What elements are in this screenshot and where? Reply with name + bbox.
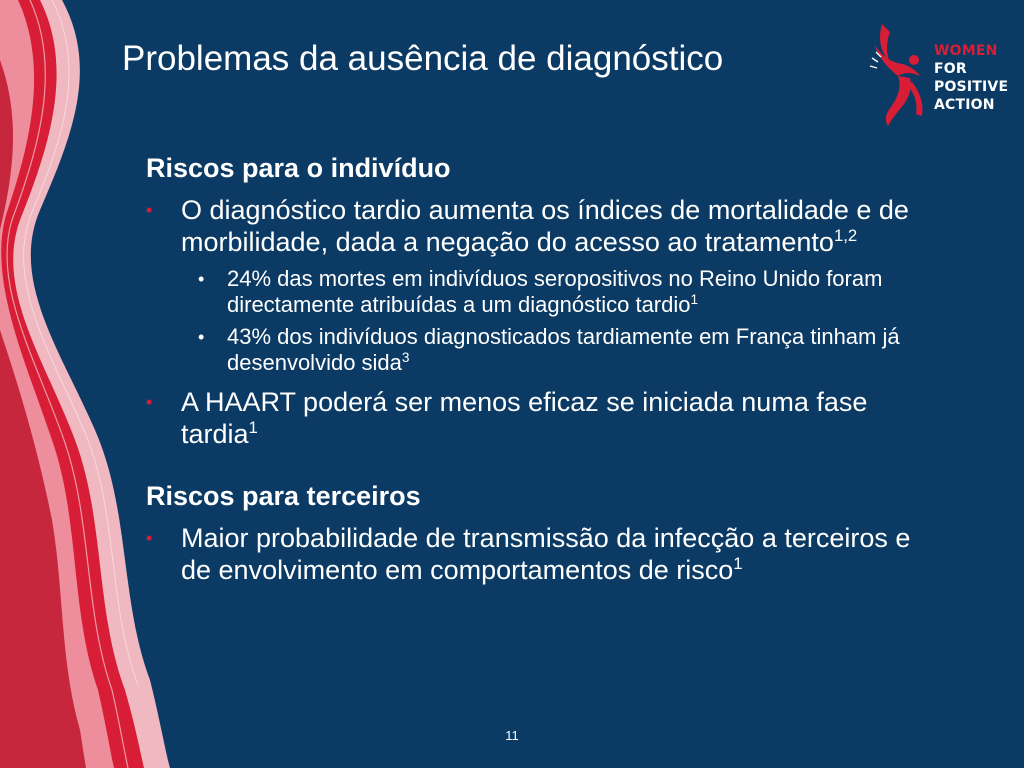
- footnote-ref: 1,2: [833, 225, 858, 245]
- bullet-glyph: •: [198, 269, 205, 289]
- section-heading-individual: Riscos para o indivíduo: [146, 153, 451, 183]
- bullet-glyph: •: [146, 528, 153, 548]
- bullet-glyph: •: [146, 392, 153, 412]
- figure-icon: [868, 18, 934, 130]
- decorative-ribbon: [0, 0, 170, 768]
- sub-bullet-text: 24% das mortes em indivíduos seropositivos no Reino Unido foram directamente atribuídas a um diagnóstico tardio: [227, 266, 883, 317]
- slide-title: Problemas da ausência de diagnóstico: [122, 39, 724, 78]
- logo-line-for: FOR: [934, 61, 967, 77]
- logo-wordmark: [934, 42, 1008, 114]
- page-number: 11: [505, 728, 519, 743]
- section-heading-third-parties: Riscos para terceiros: [146, 481, 421, 511]
- sub-bullet-item: [146, 324, 946, 376]
- footnote-ref: 3: [401, 349, 410, 365]
- sub-bullet-text: 43% dos indivíduos diagnosticados tardiamente em França tinham já desenvolvido sida: [227, 324, 900, 375]
- footnote-ref: 1: [248, 417, 258, 437]
- logo-line-positive: POSITIVE: [934, 79, 1009, 95]
- bullet-item: [146, 522, 946, 586]
- bullet-text: O diagnóstico tardio aumenta os índices de mortalidade e de morbilidade, dada a negação do acesso ao tratamento: [181, 195, 909, 257]
- logo: [868, 18, 1018, 130]
- bullet-item: [146, 386, 946, 450]
- bullet-item: [146, 194, 946, 258]
- footnote-ref: 1: [690, 291, 699, 307]
- logo-line-women: WOMEN: [934, 43, 998, 59]
- footnote-ref: 1: [733, 553, 743, 573]
- bullet-glyph: •: [198, 327, 205, 347]
- bullet-text: Maior probabilidade de transmissão da infecção a terceiros e de envolvimento em comportamentos de risco: [181, 523, 911, 585]
- sub-bullet-item: [146, 266, 946, 318]
- logo-line-action: ACTION: [934, 97, 995, 113]
- bullet-text: A HAART poderá ser menos eficaz se iniciada numa fase tardia: [181, 387, 868, 449]
- slide-body: [146, 150, 946, 586]
- bullet-glyph: •: [146, 200, 153, 220]
